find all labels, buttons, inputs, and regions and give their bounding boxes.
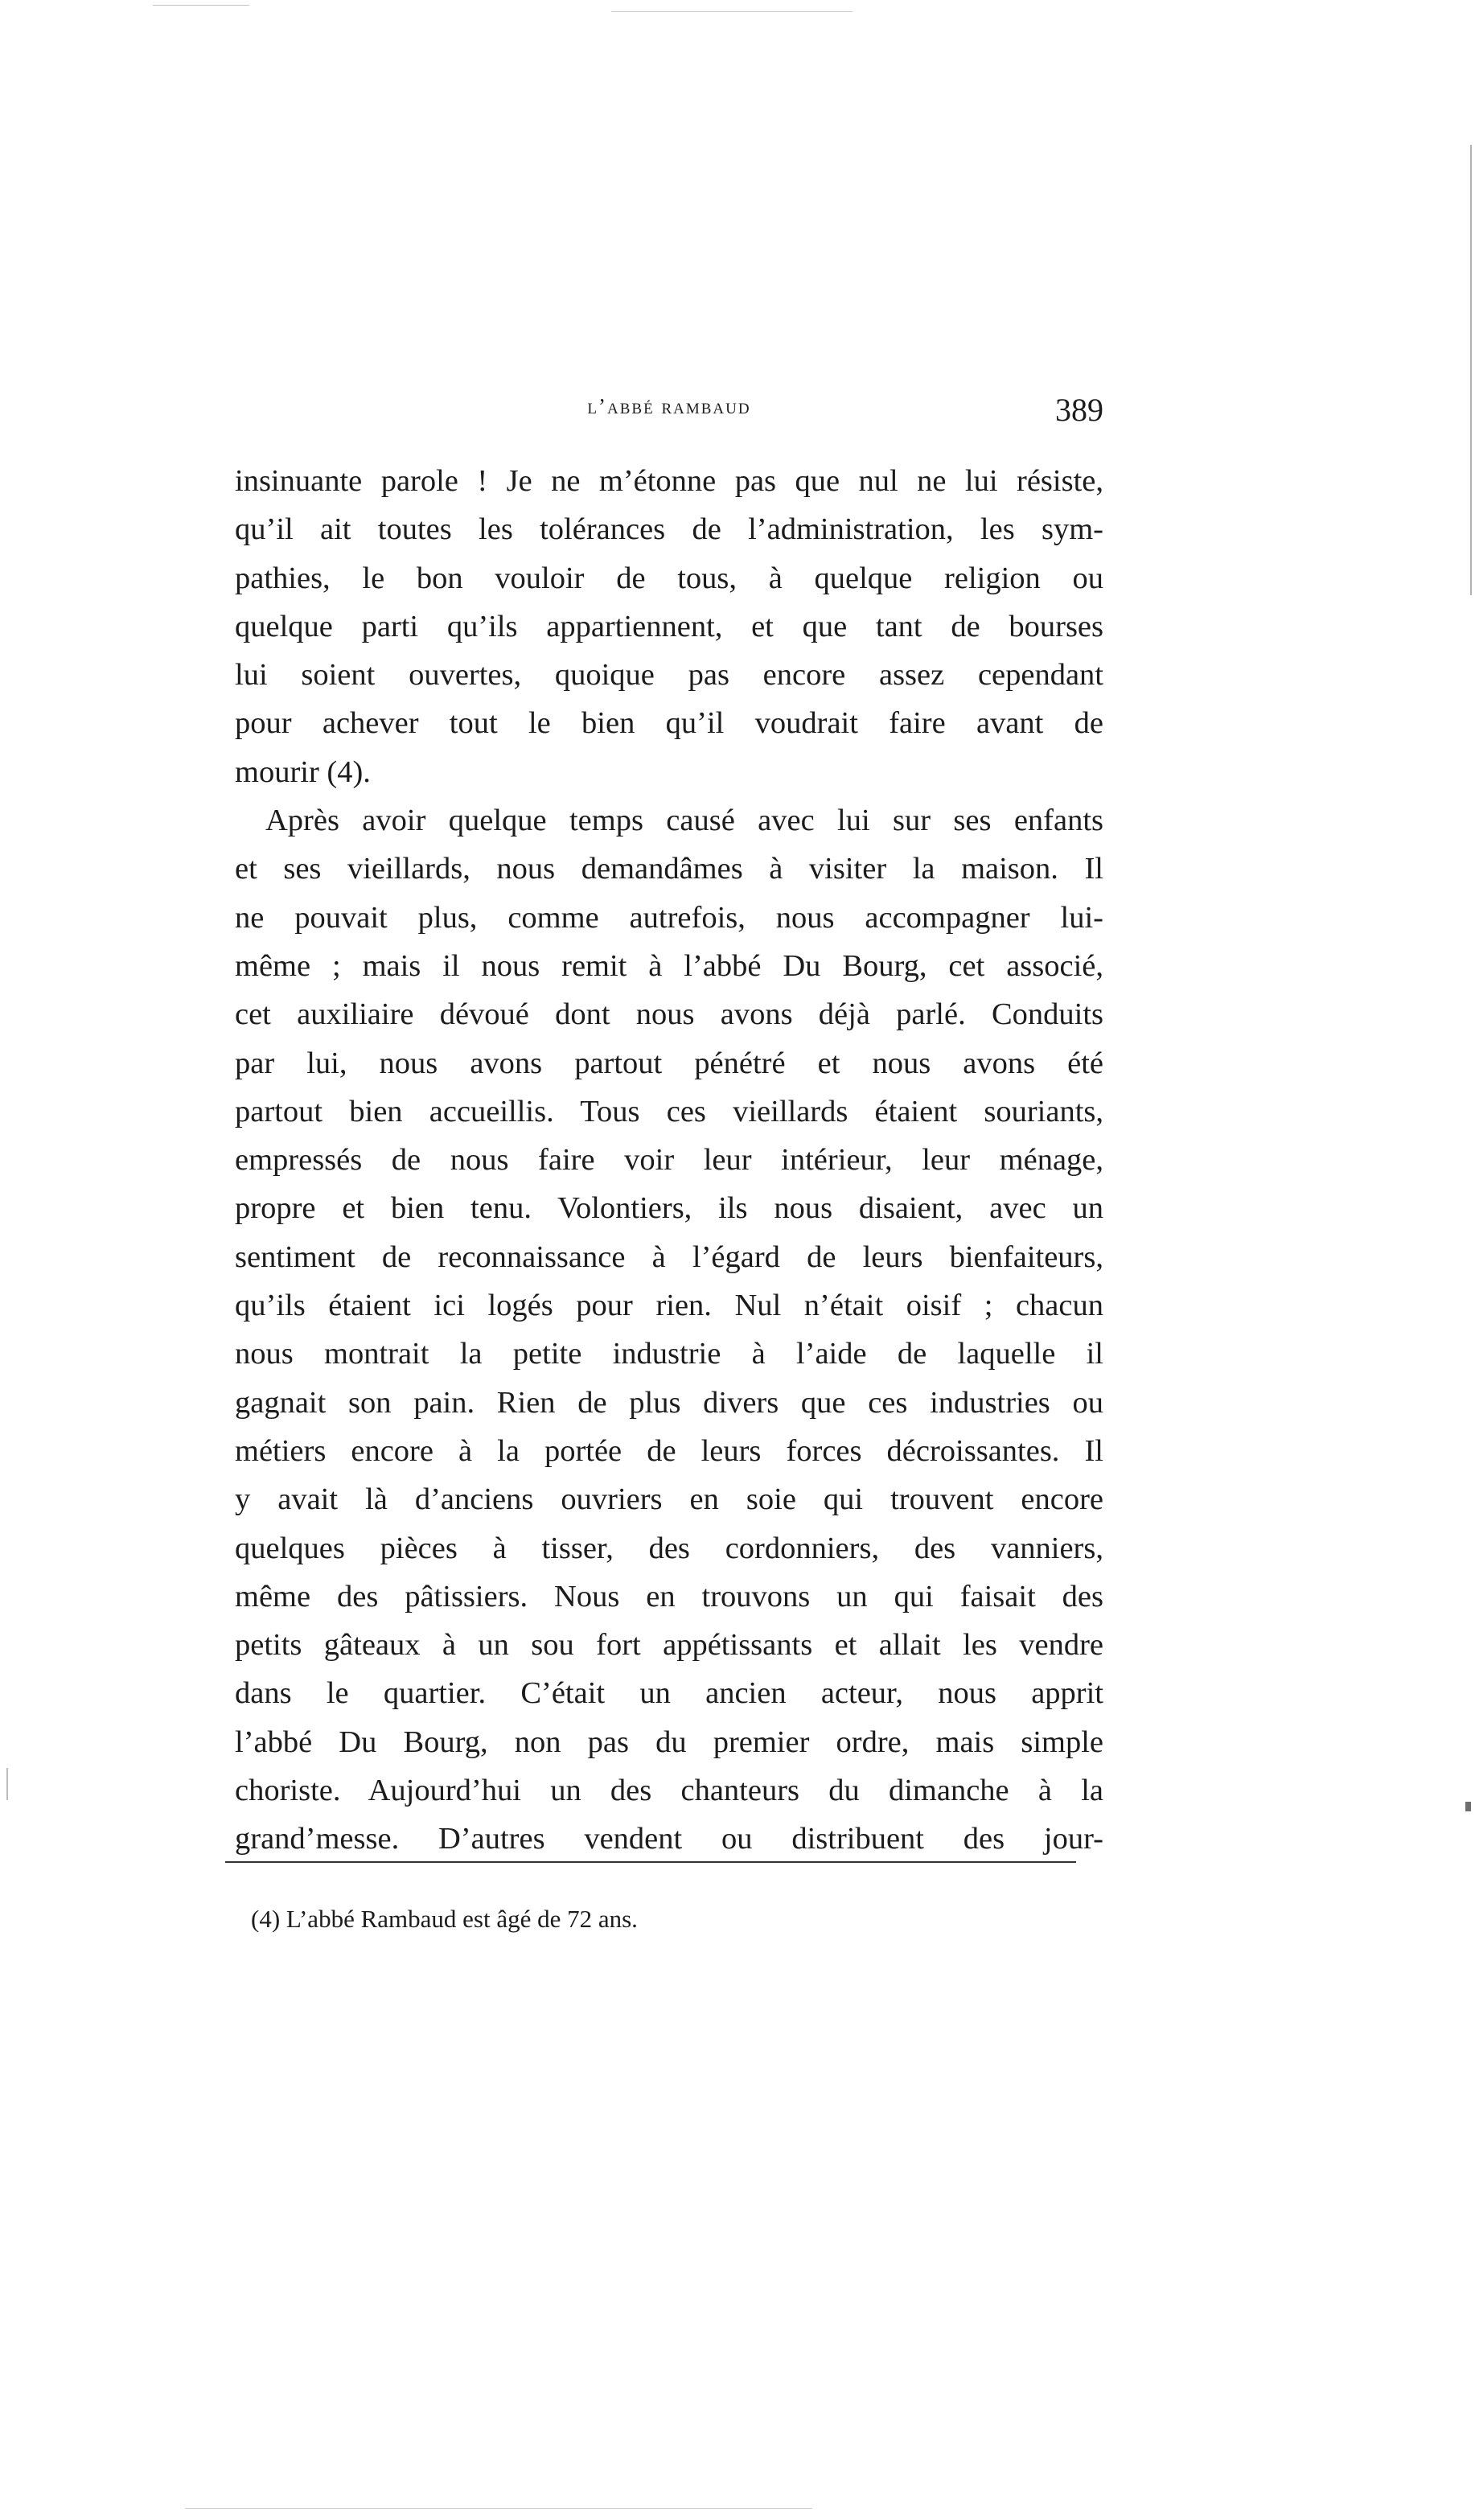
text-line: sentiment de reconnaissance à l’égard de leurs bienfaiteurs, <box>235 1239 1103 1274</box>
text-line: ne pouvait plus, comme autrefois, nous accompagner lui- <box>235 900 1103 935</box>
running-title: l’abbé rambaud <box>587 394 751 418</box>
text-line: même des pâtissiers. Nous en trouvons un qui faisait des <box>235 1579 1103 1614</box>
text-line: quelques pièces à tisser, des cordonniers, des vanniers, <box>235 1531 1103 1565</box>
scan-mark <box>1470 145 1472 595</box>
text-line: Après avoir quelque temps causé avec lui sur ses enfants <box>265 804 1103 838</box>
footnote: (4) L’abbé Rambaud est âgé de 72 ans. <box>251 1905 638 1933</box>
body-text <box>235 457 1103 1864</box>
scan-mark <box>611 11 853 12</box>
paragraph-2 <box>235 796 1103 1864</box>
text-line: empressés de nous faire voir leur intérieur, leur ménage, <box>235 1143 1103 1178</box>
scan-mark <box>6 1768 8 1800</box>
text-line: lui soient ouvertes, quoique pas encore assez cependant <box>235 658 1103 693</box>
text-line: qu’il ait toutes les tolérances de l’administration, les sym- <box>235 512 1103 547</box>
scan-mark <box>153 5 249 6</box>
text-line: pour achever tout le bien qu’il voudrait faire avant de <box>235 706 1103 741</box>
text-line: partout bien accueillis. Tous ces vieillards étaient souriants, <box>235 1094 1103 1128</box>
text-line: pathies, le bon vouloir de tous, à quelque religion ou <box>235 561 1103 595</box>
text-line: et ses vieillards, nous demandâmes à visiter la maison. Il <box>235 852 1103 886</box>
text-line: même ; mais il nous remit à l’abbé Du Bourg, cet associé, <box>235 948 1103 983</box>
paragraph-1 <box>235 457 1103 796</box>
footnote-rule <box>225 1861 1076 1863</box>
text-line: insinuante parole ! Je ne m’étonne pas que nul ne lui résiste, <box>235 464 1103 498</box>
page-number: 389 <box>1055 392 1103 428</box>
text-line: métiers encore à la portée de leurs forces décroissantes. Il <box>235 1433 1103 1468</box>
text-line: cet auxiliaire dévoué dont nous avons déjà parlé. Conduits <box>235 997 1103 1032</box>
text-line: nous montrait la petite industrie à l’aide de laquelle il <box>235 1337 1103 1371</box>
page-header <box>235 391 1103 439</box>
scan-mark <box>185 2508 812 2509</box>
text-line: propre et bien tenu. Volontiers, ils nous disaient, avec un <box>235 1191 1103 1226</box>
text-line: dans le quartier. C’était un ancien acteur, nous apprit <box>235 1676 1103 1711</box>
text-line: y avait là d’anciens ouvriers en soie qui trouvent encore <box>235 1482 1103 1517</box>
scan-mark <box>1465 1802 1471 1811</box>
text-line: qu’ils étaient ici logés pour rien. Nul n’était oisif ; chacun <box>235 1289 1103 1323</box>
text-line: l’abbé Du Bourg, non pas du premier ordre, mais simple <box>235 1725 1103 1759</box>
text-line: par lui, nous avons partout pénétré et nous avons été <box>235 1046 1103 1080</box>
text-line: choriste. Aujourd’hui un des chanteurs du dimanche à la <box>235 1774 1103 1808</box>
text-line: gagnait son pain. Rien de plus divers que ces industries ou <box>235 1385 1103 1420</box>
text-line: grand’messe. D’autres vendent ou distribuent des jour- <box>235 1822 1103 1856</box>
text-line: quelque parti qu’ils appartiennent, et que tant de bourses <box>235 609 1103 643</box>
text-line: petits gâteaux à un sou fort appétissants et allait les vendre <box>235 1628 1103 1663</box>
text-line: mourir (4). <box>235 754 371 789</box>
